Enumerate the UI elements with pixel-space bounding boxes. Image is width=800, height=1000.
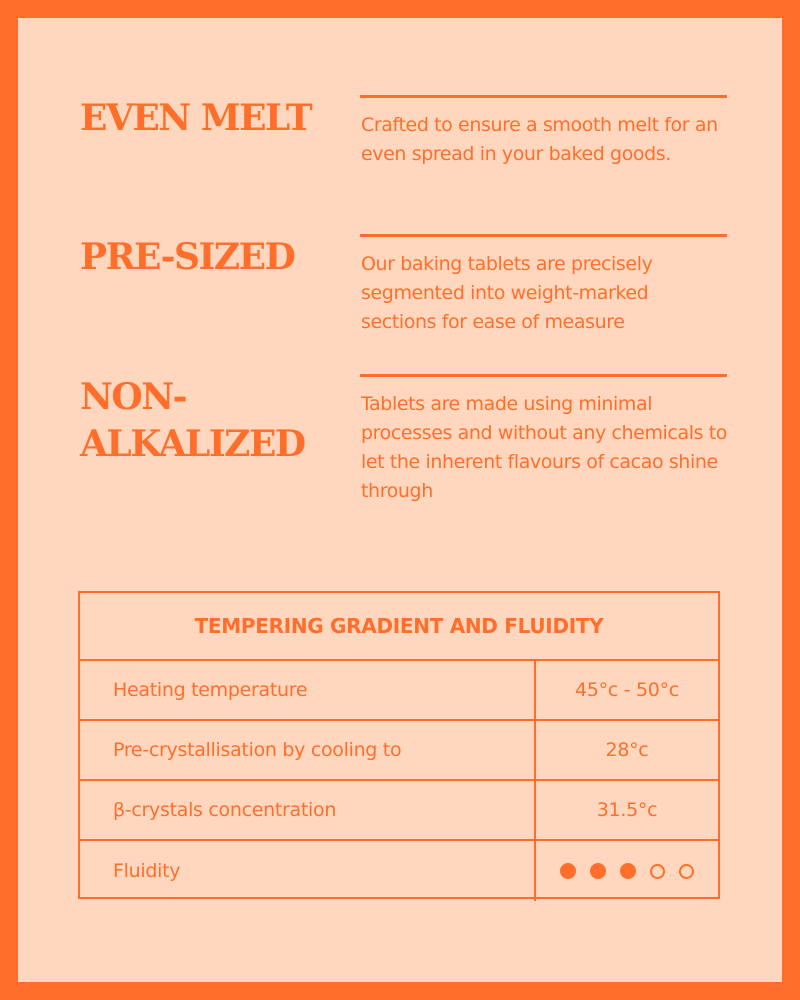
row-value: 28°c — [605, 739, 649, 761]
content-panel — [18, 18, 782, 982]
feature-description: Our baking tablets are precisely segmented into weight-marked sections for ease of measure — [361, 253, 653, 333]
row-label: Pre-crystallisation by cooling to — [80, 721, 536, 779]
row-value: 45°c - 50°c — [575, 679, 679, 701]
feature-description: Tablets are made using minimal processes and without any chemicals to let the inherent flavours of cacao shine through — [361, 393, 728, 502]
table-row — [80, 841, 718, 901]
feature-title — [80, 374, 335, 468]
table-row — [80, 661, 718, 721]
row-label: Fluidity — [80, 841, 536, 901]
rating-dot-filled-icon — [590, 863, 606, 879]
feature-description: Crafted to ensure a smooth melt for an even spread in your baked goods. — [361, 114, 718, 165]
feature-divider — [360, 95, 727, 98]
table-row — [80, 721, 718, 781]
row-value: 31.5°c — [596, 799, 658, 821]
rating-dots — [560, 863, 694, 879]
feature-divider — [360, 374, 727, 377]
feature-divider — [360, 234, 727, 237]
feature-title: EVEN MELT — [80, 97, 312, 139]
table-row — [80, 781, 718, 841]
rating-dot-empty-icon — [679, 864, 694, 879]
row-label: β-crystals concentration — [80, 781, 536, 839]
feature-title: PRE-SIZED — [80, 236, 295, 278]
table-title: TEMPERING GRADIENT AND FLUIDITY — [80, 593, 718, 661]
fluidity-rating — [536, 841, 718, 901]
row-label: Heating temperature — [80, 661, 536, 719]
tempering-table — [78, 591, 720, 899]
feature-title-line-1: NON- — [80, 376, 187, 418]
rating-dot-filled-icon — [620, 863, 636, 879]
rating-dot-filled-icon — [560, 863, 576, 879]
rating-dot-empty-icon — [650, 864, 665, 879]
feature-title-line-2: ALKALIZED — [80, 423, 305, 465]
